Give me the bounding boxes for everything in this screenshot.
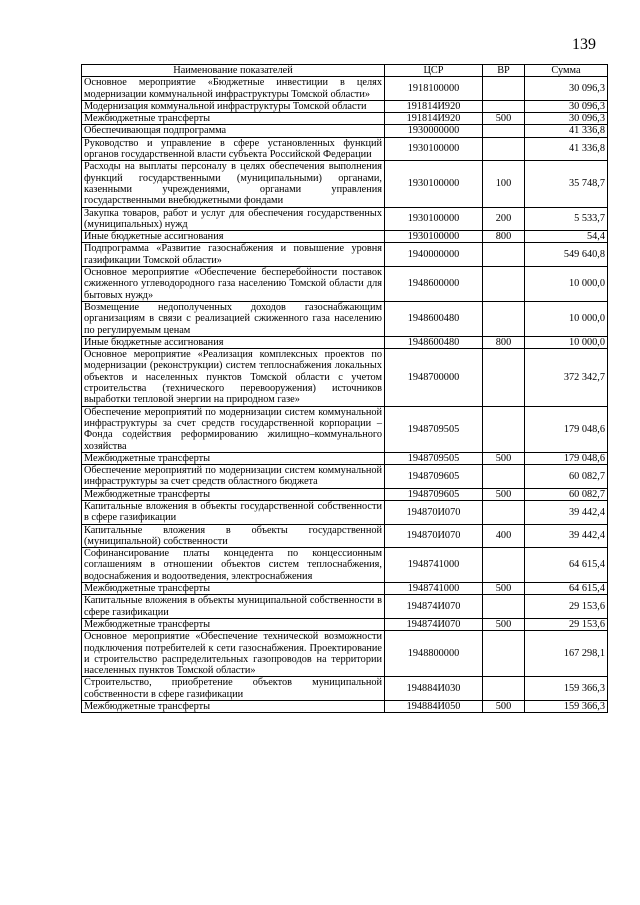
row-name-cell: Подпрограмма «Развитие газоснабжения и повышение уровня газификации Томской области»: [82, 243, 385, 267]
budget-table: [81, 64, 608, 713]
row-vr-cell: [483, 125, 525, 137]
row-csr-cell: 1940000000: [385, 243, 483, 267]
row-vr-cell: [483, 500, 525, 524]
table-row: [82, 336, 608, 348]
row-csr-cell: 1948600000: [385, 267, 483, 302]
row-name-cell: Иные бюджетные ассигнования: [82, 231, 385, 243]
row-vr-cell: 200: [483, 207, 525, 231]
row-name-cell: Модернизация коммунальной инфраструктуры Томской области: [82, 100, 385, 112]
row-sum-cell: 179 048,6: [525, 406, 608, 452]
row-sum-cell: 64 615,4: [525, 583, 608, 595]
row-sum-cell: 10 000,0: [525, 301, 608, 336]
row-name-cell: Капитальные вложения в объекты государственной (муниципальной) собственности: [82, 524, 385, 548]
row-name-cell: Основное мероприятие «Реализация комплексных проектов по модернизации (реконструкции) систем теплоснабжения локальных объектов и населенных пунктов Томской области с учетом строительства (технического перевооружения) источников выработки тепловой энергии на природном газе»: [82, 349, 385, 406]
row-sum-cell: 159 366,3: [525, 701, 608, 713]
table-header-row: [82, 65, 608, 77]
row-sum-cell: 179 048,6: [525, 452, 608, 464]
row-name-cell: Обеспечивающая подпрограмма: [82, 125, 385, 137]
table-row: [82, 488, 608, 500]
row-sum-cell: 41 336,8: [525, 137, 608, 161]
row-name-cell: Обеспечение мероприятий по модернизации систем коммунальной инфраструктуры за счет средств государственной корпорации – Фонда содействия реформированию жилищно–коммунального хозяйства: [82, 406, 385, 452]
table-row: [82, 100, 608, 112]
row-csr-cell: 1918100000: [385, 77, 483, 101]
row-sum-cell: 29 153,6: [525, 618, 608, 630]
table-row: [82, 349, 608, 406]
row-sum-cell: 39 442,4: [525, 500, 608, 524]
table-row: [82, 548, 608, 583]
row-name-cell: Строительство, приобретение объектов муниципальной собственности в сфере газификации: [82, 677, 385, 701]
row-vr-cell: 800: [483, 231, 525, 243]
table-row: [82, 452, 608, 464]
row-csr-cell: 1948600480: [385, 336, 483, 348]
row-csr-cell: 1948741000: [385, 583, 483, 595]
header-sum: Сумма: [525, 65, 608, 77]
row-sum-cell: 159 366,3: [525, 677, 608, 701]
row-sum-cell: 30 096,3: [525, 77, 608, 101]
row-name-cell: Возмещение недополученных доходов газоснабжающим организациям в связи с реализацией сжиженного газа населению по регулируемым ценам: [82, 301, 385, 336]
row-csr-cell: 194870И070: [385, 524, 483, 548]
row-csr-cell: 194870И070: [385, 500, 483, 524]
row-name-cell: Межбюджетные трансферты: [82, 583, 385, 595]
row-csr-cell: 1948709505: [385, 406, 483, 452]
row-vr-cell: [483, 77, 525, 101]
table-row: [82, 207, 608, 231]
row-name-cell: Основное мероприятие «Бюджетные инвестиции в целях модернизации коммунальной инфраструктуры Томской области»: [82, 77, 385, 101]
row-name-cell: Основное мероприятие «Обеспечение бесперебойности поставок сжиженного углеводородного газа населению Томской области для бытовых нужд»: [82, 267, 385, 302]
row-vr-cell: [483, 267, 525, 302]
row-csr-cell: 194884И030: [385, 677, 483, 701]
row-vr-cell: [483, 301, 525, 336]
row-csr-cell: 1930100000: [385, 207, 483, 231]
table-row: [82, 301, 608, 336]
table-row: [82, 161, 608, 207]
row-vr-cell: 500: [483, 701, 525, 713]
row-name-cell: Основное мероприятие «Обеспечение технической возможности подключения потребителей к сети газоснабжения. Проектирование и строительство распределительных газопроводов на территории населенных пунктов Томской области»: [82, 631, 385, 677]
row-name-cell: Межбюджетные трансферты: [82, 488, 385, 500]
row-sum-cell: 549 640,8: [525, 243, 608, 267]
table-row: [82, 231, 608, 243]
table-row: [82, 631, 608, 677]
row-vr-cell: [483, 349, 525, 406]
row-vr-cell: [483, 243, 525, 267]
table-row: [82, 524, 608, 548]
row-vr-cell: 100: [483, 161, 525, 207]
row-sum-cell: 60 082,7: [525, 465, 608, 489]
row-vr-cell: [483, 677, 525, 701]
page-number: 139: [572, 36, 596, 53]
row-csr-cell: 1948800000: [385, 631, 483, 677]
row-name-cell: Иные бюджетные ассигнования: [82, 336, 385, 348]
row-csr-cell: 191814И920: [385, 100, 483, 112]
row-vr-cell: [483, 406, 525, 452]
row-sum-cell: 29 153,6: [525, 595, 608, 619]
row-vr-cell: 500: [483, 618, 525, 630]
table-row: [82, 125, 608, 137]
row-sum-cell: 60 082,7: [525, 488, 608, 500]
row-sum-cell: 10 000,0: [525, 336, 608, 348]
row-vr-cell: 500: [483, 113, 525, 125]
row-name-cell: Капитальные вложения в объекты государственной собственности в сфере газификации: [82, 500, 385, 524]
table-row: [82, 583, 608, 595]
row-csr-cell: 1930100000: [385, 161, 483, 207]
table-row: [82, 701, 608, 713]
row-sum-cell: 10 000,0: [525, 267, 608, 302]
row-sum-cell: 30 096,3: [525, 113, 608, 125]
row-name-cell: Закупка товаров, работ и услуг для обеспечения государственных (муниципальных) нужд: [82, 207, 385, 231]
header-csr: ЦСР: [385, 65, 483, 77]
header-name: Наименование показателей: [82, 65, 385, 77]
row-csr-cell: 194884И050: [385, 701, 483, 713]
row-vr-cell: 400: [483, 524, 525, 548]
row-name-cell: Капитальные вложения в объекты муниципальной собственности в сфере газификации: [82, 595, 385, 619]
row-vr-cell: [483, 548, 525, 583]
row-sum-cell: 372 342,7: [525, 349, 608, 406]
table-row: [82, 77, 608, 101]
row-csr-cell: 1948709505: [385, 452, 483, 464]
row-sum-cell: 35 748,7: [525, 161, 608, 207]
row-csr-cell: 1948700000: [385, 349, 483, 406]
row-vr-cell: [483, 465, 525, 489]
row-vr-cell: 500: [483, 488, 525, 500]
row-csr-cell: 194874И070: [385, 618, 483, 630]
row-name-cell: Межбюджетные трансферты: [82, 113, 385, 125]
table-row: [82, 406, 608, 452]
table-row: [82, 465, 608, 489]
table-row: [82, 113, 608, 125]
row-csr-cell: 1930100000: [385, 231, 483, 243]
row-csr-cell: 191814И920: [385, 113, 483, 125]
row-vr-cell: 800: [483, 336, 525, 348]
row-sum-cell: 30 096,3: [525, 100, 608, 112]
row-csr-cell: 1948600480: [385, 301, 483, 336]
row-sum-cell: 39 442,4: [525, 524, 608, 548]
row-csr-cell: 1948741000: [385, 548, 483, 583]
row-name-cell: Расходы на выплаты персоналу в целях обеспечения выполнения функций государственными (муниципальными) органами, казенными учреждениями, органами управления государственными внебюджетными фондами: [82, 161, 385, 207]
row-vr-cell: [483, 137, 525, 161]
row-sum-cell: 5 533,7: [525, 207, 608, 231]
header-vr: ВР: [483, 65, 525, 77]
table-row: [82, 137, 608, 161]
row-csr-cell: 1930000000: [385, 125, 483, 137]
row-csr-cell: 1948709605: [385, 465, 483, 489]
row-vr-cell: [483, 100, 525, 112]
row-csr-cell: 1930100000: [385, 137, 483, 161]
table-row: [82, 500, 608, 524]
row-name-cell: Межбюджетные трансферты: [82, 701, 385, 713]
row-csr-cell: 1948709605: [385, 488, 483, 500]
table-row: [82, 267, 608, 302]
row-vr-cell: [483, 631, 525, 677]
row-vr-cell: 500: [483, 452, 525, 464]
row-name-cell: Обеспечение мероприятий по модернизации систем коммунальной инфраструктуры за счет средств областного бюджета: [82, 465, 385, 489]
row-sum-cell: 64 615,4: [525, 548, 608, 583]
row-name-cell: Руководство и управление в сфере установленных функций органов государственной власти субъекта Российской Федерации: [82, 137, 385, 161]
row-name-cell: Межбюджетные трансферты: [82, 618, 385, 630]
row-vr-cell: 500: [483, 583, 525, 595]
row-vr-cell: [483, 595, 525, 619]
row-sum-cell: 167 298,1: [525, 631, 608, 677]
row-name-cell: Межбюджетные трансферты: [82, 452, 385, 464]
table-row: [82, 618, 608, 630]
row-sum-cell: 41 336,8: [525, 125, 608, 137]
table-row: [82, 677, 608, 701]
table-row: [82, 595, 608, 619]
row-name-cell: Софинансирование платы концедента по концессионным соглашениям в отношении объектов систем теплоснабжения, водоснабжения и водоотведения, электроснабжения: [82, 548, 385, 583]
table-row: [82, 243, 608, 267]
row-sum-cell: 54,4: [525, 231, 608, 243]
row-csr-cell: 194874И070: [385, 595, 483, 619]
